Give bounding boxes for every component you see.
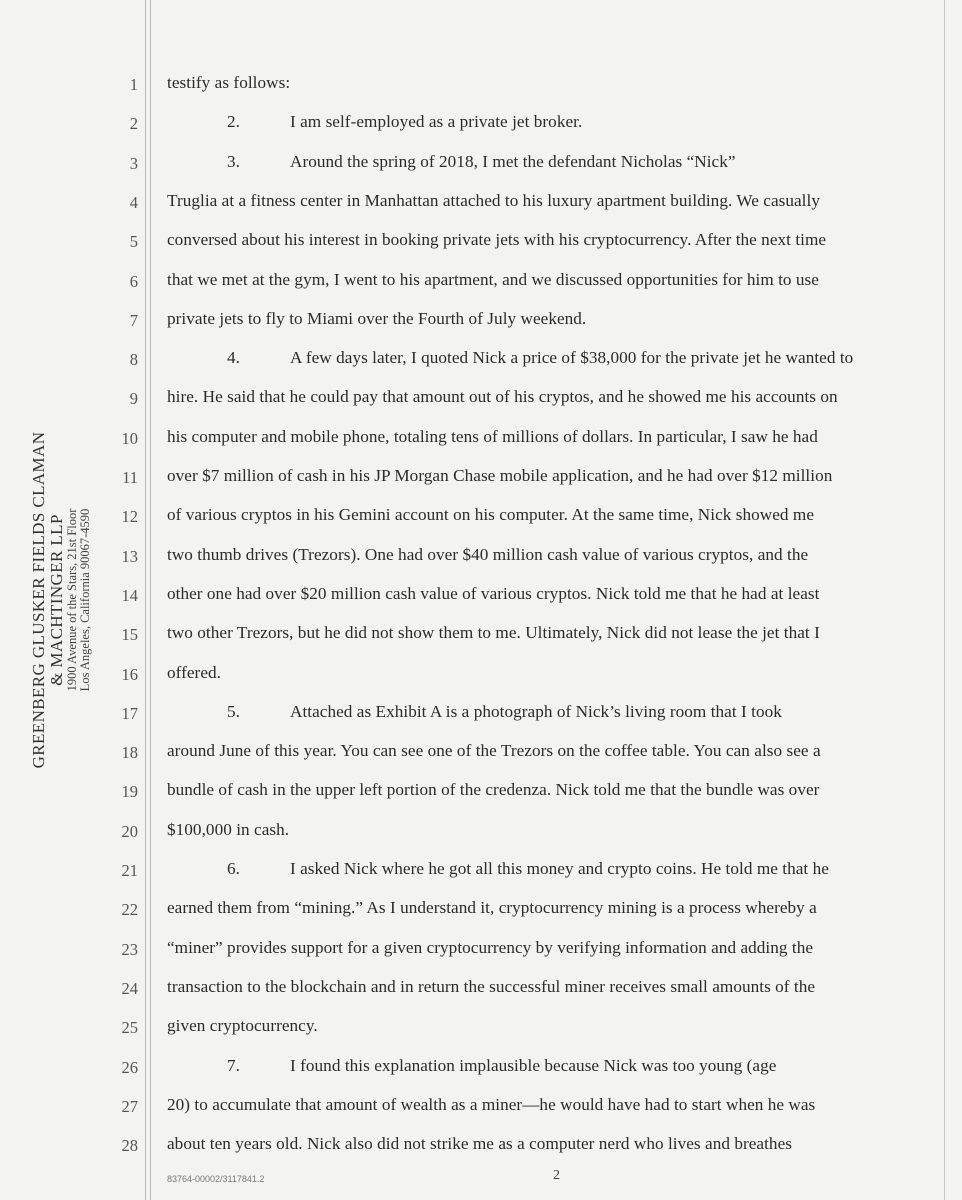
pleading-line bbox=[0, 1050, 962, 1089]
line-number: 19 bbox=[121, 782, 138, 802]
line-text bbox=[167, 112, 582, 132]
line-number: 15 bbox=[121, 625, 138, 645]
paragraph-number: 3. bbox=[227, 151, 240, 171]
line-number: 18 bbox=[121, 743, 138, 763]
pleading-line bbox=[0, 774, 962, 813]
line-text bbox=[167, 1134, 792, 1154]
pleading-line bbox=[0, 421, 962, 460]
line-text bbox=[167, 584, 819, 604]
firm-name-line1: GREENBERG GLUSKER FIELDS CLAMAN bbox=[29, 431, 49, 769]
pleading-line bbox=[0, 1010, 962, 1049]
paragraph-number: 5. bbox=[227, 701, 240, 721]
line-text bbox=[167, 1016, 318, 1036]
document-id: 83764-00002/3117841.2 bbox=[167, 1174, 265, 1184]
paragraph-number: 6. bbox=[227, 859, 240, 878]
line-text bbox=[167, 152, 736, 172]
line-text bbox=[167, 741, 821, 761]
line-text bbox=[167, 191, 820, 211]
pleading-line bbox=[0, 853, 962, 892]
line-body: hire. He said that he could pay that amount out of his cryptos, and he showed me his accounts on bbox=[167, 387, 838, 407]
line-text bbox=[167, 230, 826, 250]
line-text bbox=[167, 1056, 776, 1076]
line-text bbox=[167, 387, 838, 407]
pleading-line bbox=[0, 224, 962, 263]
pleading-line bbox=[0, 381, 962, 420]
page-number: 2 bbox=[553, 1168, 560, 1183]
line-text bbox=[167, 309, 586, 329]
line-text bbox=[167, 545, 808, 565]
paragraph-number: 4. bbox=[227, 348, 240, 368]
pleading-line bbox=[0, 106, 962, 145]
line-number: 25 bbox=[121, 1018, 138, 1038]
pleading-line bbox=[0, 932, 962, 971]
line-body: that we met at the gym, I went to his apartment, and we discussed opportunities for him to use bbox=[167, 269, 819, 289]
line-text bbox=[167, 348, 853, 368]
pleading-line bbox=[0, 146, 962, 185]
line-number: 2 bbox=[129, 114, 138, 134]
line-body: earned them from “mining.” As I understand it, cryptocurrency mining is a process whereby a bbox=[167, 898, 817, 918]
line-body: bundle of cash in the upper left portion of the credenza. Nick told me that the bundle was over bbox=[167, 780, 820, 800]
line-text bbox=[167, 623, 820, 643]
line-number: 14 bbox=[121, 585, 138, 605]
line-body: two thumb drives (Trezors). One had over $40 million cash value of various cryptos, and the bbox=[167, 544, 809, 564]
line-text bbox=[167, 977, 815, 997]
line-body: testify as follows: bbox=[167, 73, 291, 92]
paragraph-number: 2. bbox=[227, 112, 240, 132]
firm-name-line2: & MACHTINGER LLP bbox=[46, 514, 66, 686]
line-body: offered. bbox=[167, 662, 222, 682]
line-text bbox=[167, 938, 813, 958]
line-number: 9 bbox=[129, 389, 138, 409]
pleading-line bbox=[0, 185, 962, 224]
pleading-line bbox=[0, 971, 962, 1010]
line-body: 20) to accumulate that amount of wealth as a miner—he would have had to start when he was bbox=[167, 1094, 816, 1114]
line-number: 17 bbox=[121, 703, 138, 723]
line-text bbox=[167, 270, 819, 290]
line-text bbox=[167, 466, 832, 486]
pleading-line bbox=[0, 539, 962, 578]
line-number: 5 bbox=[129, 232, 138, 252]
line-text bbox=[167, 1095, 815, 1115]
pleading-line bbox=[0, 303, 962, 342]
pleading-line bbox=[0, 617, 962, 656]
pleading-line bbox=[0, 460, 962, 499]
line-number: 26 bbox=[121, 1057, 138, 1077]
line-body: two other Trezors, but he did not show them to me. Ultimately, Nick did not lease the jet that I bbox=[167, 623, 820, 643]
pleading-line bbox=[0, 892, 962, 931]
line-number: 3 bbox=[129, 153, 138, 173]
line-number: 1 bbox=[129, 75, 138, 94]
pleading-line bbox=[0, 1128, 962, 1167]
line-body: Around the spring of 2018, I met the defendant Nicholas “Nick” bbox=[290, 151, 736, 171]
pleading-line bbox=[0, 342, 962, 381]
line-number: 24 bbox=[121, 978, 138, 998]
line-body: I found this explanation implausible because Nick was too young (age bbox=[290, 1055, 777, 1075]
line-number: 7 bbox=[129, 310, 138, 330]
line-body: $100,000 in cash. bbox=[167, 819, 290, 839]
line-body: his computer and mobile phone, totaling tens of millions of dollars. In particular, I saw he had bbox=[167, 426, 818, 446]
line-text bbox=[167, 73, 290, 93]
pleading-line bbox=[0, 735, 962, 774]
line-text bbox=[167, 663, 221, 683]
line-text bbox=[167, 898, 817, 918]
line-body: “miner” provides support for a given cryptocurrency by verifying information and adding the bbox=[167, 937, 814, 957]
line-number: 13 bbox=[121, 546, 138, 566]
line-number: 23 bbox=[121, 939, 138, 959]
line-text bbox=[167, 859, 829, 879]
line-text bbox=[167, 780, 819, 800]
line-body: A few days later, I quoted Nick a price of $38,000 for the private jet he wanted to bbox=[290, 348, 854, 368]
pleading-line bbox=[0, 264, 962, 303]
line-text bbox=[167, 820, 289, 840]
line-number: 8 bbox=[129, 350, 138, 370]
firm-address-line1: 1900 Avenue of the Stars, 21st Floor bbox=[64, 508, 79, 692]
line-body: I asked Nick where he got all this money and crypto coins. He told me that he bbox=[290, 859, 829, 878]
line-number: 4 bbox=[129, 192, 138, 212]
pleading-line bbox=[0, 696, 962, 735]
line-body: transaction to the blockchain and in return the successful miner receives small amounts of the bbox=[167, 976, 816, 996]
line-text bbox=[167, 505, 814, 525]
line-body: Truglia at a fitness center in Manhattan attached to his luxury apartment building. We casually bbox=[167, 190, 820, 210]
line-body: Attached as Exhibit A is a photograph of Nick’s living room that I took bbox=[290, 701, 782, 721]
pleading-line bbox=[0, 657, 962, 696]
pleading-line bbox=[0, 67, 962, 106]
line-number: 27 bbox=[121, 1096, 138, 1116]
line-number: 22 bbox=[121, 900, 138, 920]
paragraph-number: 7. bbox=[227, 1055, 240, 1075]
pleading-line bbox=[0, 578, 962, 617]
line-body: private jets to fly to Miami over the Fourth of July weekend. bbox=[167, 308, 587, 328]
line-body: of various cryptos in his Gemini account on his computer. At the same time, Nick showed me bbox=[167, 505, 814, 525]
line-number: 21 bbox=[121, 861, 138, 880]
line-number: 16 bbox=[121, 664, 138, 684]
pleading-line bbox=[0, 1089, 962, 1128]
line-body: other one had over $20 million cash value of various cryptos. Nick told me that he had at least bbox=[167, 583, 820, 603]
line-number: 10 bbox=[121, 428, 138, 448]
line-body: conversed about his interest in booking private jets with his cryptocurrency. After the next time bbox=[167, 230, 827, 250]
line-number: 6 bbox=[129, 271, 138, 291]
line-body: over $7 million of cash in his JP Morgan Chase mobile application, and he had over $12 million bbox=[167, 466, 833, 485]
line-body: about ten years old. Nick also did not strike me as a computer nerd who lives and breathes bbox=[167, 1134, 792, 1154]
firm-address-line2: Los Angeles, California 90067-4590 bbox=[77, 508, 92, 692]
pleading-line bbox=[0, 814, 962, 853]
line-number: 11 bbox=[122, 468, 138, 487]
line-number: 28 bbox=[121, 1136, 138, 1156]
pleading-line bbox=[0, 499, 962, 538]
line-body: around June of this year. You can see one of the Trezors on the coffee table. You can also see a bbox=[167, 741, 821, 761]
line-text bbox=[167, 702, 782, 722]
line-number: 20 bbox=[121, 821, 138, 841]
line-text bbox=[167, 427, 818, 447]
line-number: 12 bbox=[121, 507, 138, 527]
line-body: given cryptocurrency. bbox=[167, 1016, 318, 1036]
line-body: I am self-employed as a private jet broker. bbox=[290, 112, 583, 132]
